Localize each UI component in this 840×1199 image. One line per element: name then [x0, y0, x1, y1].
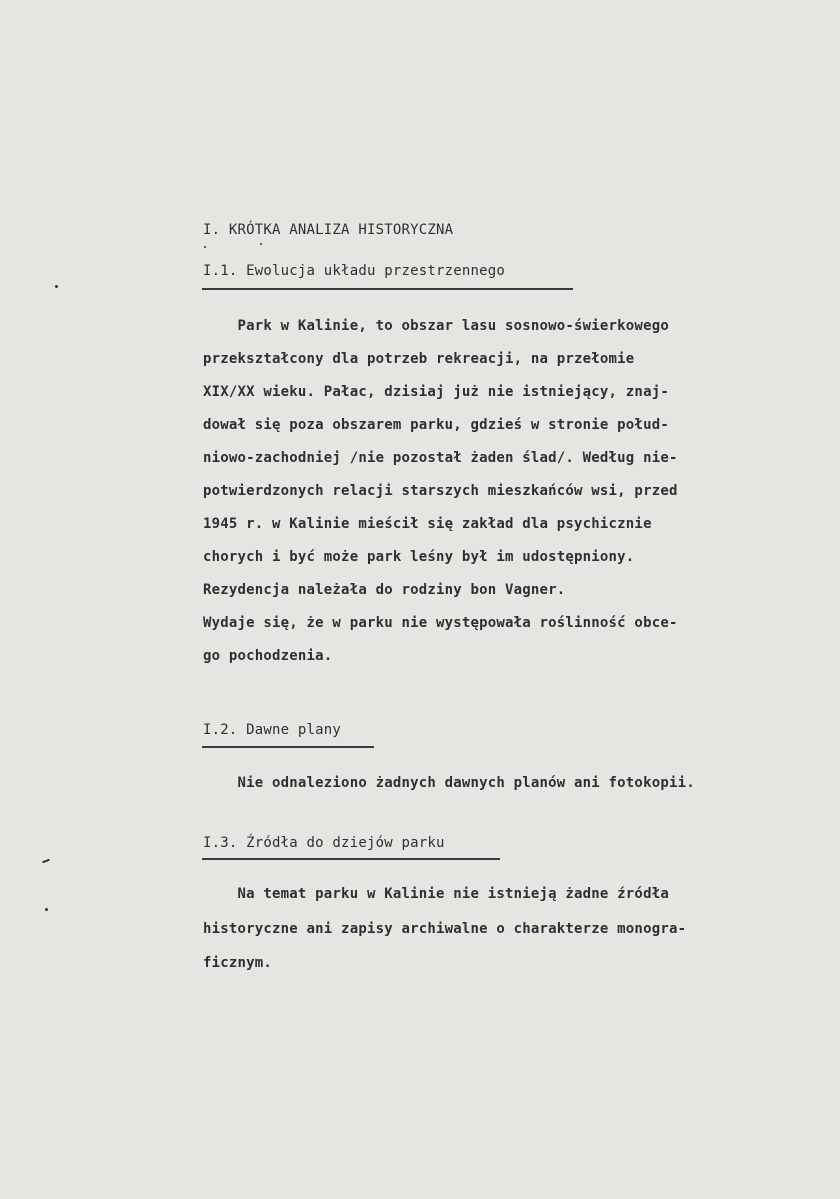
heading-underline [202, 746, 374, 748]
paragraph-line: 1945 r. w Kalinie mieścił się zakład dla psychicznie [203, 516, 652, 532]
margin-dot [204, 246, 206, 248]
margin-dot [55, 285, 58, 288]
subsection-heading-1-3: I.3. Źródła do dziejów parku [203, 835, 445, 851]
paragraph-line: Wydaje się, że w parku nie występowała roślinność obce- [203, 615, 678, 631]
paragraph-line: Rezydencja należała do rodziny bon Vagner. [203, 582, 566, 598]
paragraph-line: chorych i być może park leśny był im udostępniony. [203, 549, 635, 565]
paragraph-line: potwierdzonych relacji starszych mieszkańców wsi, przed [203, 483, 678, 499]
subsection-heading-1-1: I.1. Ewolucja układu przestrzennego [203, 263, 506, 279]
subsection-heading-1-2: I.2. Dawne plany [203, 722, 342, 738]
margin-dot [42, 859, 50, 864]
paragraph-line: przekształcony dla potrzeb rekreacji, na przełomie [203, 351, 635, 367]
heading-underline [202, 858, 500, 860]
heading-underline [202, 288, 573, 290]
paragraph-line: Na temat parku w Kalinie nie istnieją żadne źródła [203, 886, 669, 902]
margin-dot [45, 908, 48, 911]
paragraph-line: XIX/XX wieku. Pałac, dzisiaj już nie istniejący, znaj- [203, 384, 669, 400]
paragraph-line: dował się poza obszarem parku, gdzieś w stronie połud- [203, 417, 669, 433]
paragraph-line: go pochodzenia. [203, 648, 333, 664]
paragraph-line: ficznym. [203, 955, 273, 971]
paragraph-line: Nie odnaleziono żadnych dawnych planów ani fotokopii. [203, 775, 695, 791]
section-title: I. KRÓTKA ANALIZA HISTORYCZNA [203, 222, 454, 238]
paragraph-line: Park w Kalinie, to obszar lasu sosnowo-świerkowego [203, 318, 669, 334]
paragraph-line: niowo-zachodniej /nie pozostał żaden ślad/. Według nie- [203, 450, 678, 466]
margin-dot [260, 243, 262, 245]
paragraph-line: historyczne ani zapisy archiwalne o charakterze monogra- [203, 921, 687, 937]
